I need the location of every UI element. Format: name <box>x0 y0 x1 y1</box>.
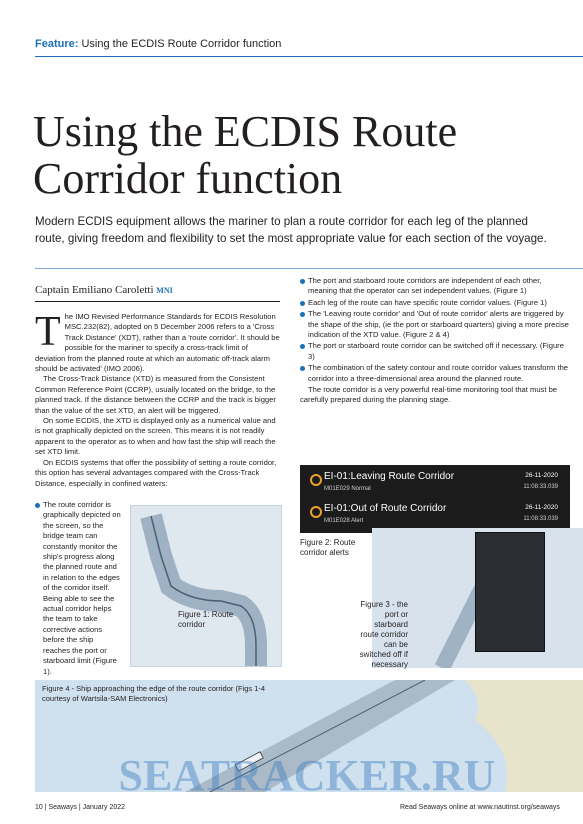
author-suffix: MNI <box>156 286 173 295</box>
bullet-item: The port and starboard route corridors are independent of each other, meaning that the operator can set independent values. (Figure 1) <box>300 276 570 297</box>
body-paragraph: The route corridor is a very powerful real-time monitoring tool that must be carefully prepared during the planning stage. <box>300 385 558 405</box>
alert-indicator-icon <box>310 506 322 518</box>
alert-date: 26-11-2020 <box>525 504 558 511</box>
figure-3-caption: Figure 3 - the port or starboard route corridor can be switched off if necessary <box>359 600 408 669</box>
section-kicker <box>35 38 281 50</box>
drop-cap: T <box>35 309 61 355</box>
alert-row <box>308 469 562 497</box>
kicker-label: Feature: <box>35 38 79 50</box>
body-column-left <box>35 309 280 489</box>
figure-2-alert-panel <box>300 465 570 533</box>
body-paragraph: On some ECDIS, the XTD is displayed only as a numerical value and is not graphically depicted on the screen. This means it is not readily apparent to the operator as to when and how fast the ship will reach the set XTD limit. <box>35 416 276 457</box>
alert-indicator-icon <box>310 474 322 486</box>
bullet-item: The combination of the safety contour and route corridor values transform the corridor into a three-dimensional area around the planned route. <box>300 363 570 384</box>
alert-row <box>308 501 562 529</box>
alert-title: EI-01:Out of Route Corridor <box>324 503 447 514</box>
footer-link-text: Read Seaways online at www.nautinst.org/seaways <box>400 804 560 811</box>
kicker-divider <box>35 56 583 57</box>
alert-time: 11:08:33.039 <box>523 484 558 490</box>
kicker-text: Using the ECDIS Route Corridor function <box>81 38 282 50</box>
body-column-left-bullets <box>35 500 121 677</box>
figure-1-caption: Figure 1: Route corridor <box>178 610 234 629</box>
body-paragraph <box>35 309 280 374</box>
bullet-item: Each leg of the route can have specific route corridor values. (Figure 1) <box>300 298 570 308</box>
bullet-item: The port or starboard route corridor can be switched off if necessary. (Figure 3) <box>300 341 570 362</box>
alert-title: EI-01:Leaving Route Corridor <box>324 471 455 482</box>
body-column-right <box>300 276 570 406</box>
route-corridor-chart <box>131 506 281 666</box>
byline-divider <box>35 301 280 302</box>
body-paragraph: The Cross-Track Distance (XTD) is measured from the Consistent Common Reference Point (CCRP), usually located on the bridge, to the planned track. If the distance between the CCRP and the track is bigger than the value of the set XTD, an alert will be triggered. <box>35 374 276 415</box>
alert-date: 26-11-2020 <box>525 472 558 479</box>
standfirst-divider <box>35 268 583 269</box>
route-settings-panel <box>475 532 545 652</box>
bullet-item: The 'Leaving route corridor' and 'Out of route corridor' alerts are triggered by the shape of the ship, (ie the port or starboard quarters) giving a more precise indication of the XTD value. (Figure 2 & 4) <box>300 309 570 340</box>
bullet-item: The route corridor is graphically depicted on the screen, so the bridge team can constantly monitor the ship's progress along the planned route and in relation to the edges of the corridor itself. Being able to see the actual corridor helps the team to take corrective actions before the ship reaches the port or starboard limit (Figure 1). <box>35 500 121 677</box>
article-title: Using the ECDIS Route Corridor function <box>33 107 458 203</box>
standfirst: Modern ECDIS equipment allows the mariner to plan a route corridor for each leg of the planned route, giving freedom and flexibility to set the most appropriate value for each section of the voyage. <box>35 215 547 245</box>
figure-1-image <box>130 505 282 667</box>
watermark-text: SEATRACKER.RU <box>118 756 496 796</box>
figure-2-caption: Figure 2: Route corridor alerts <box>300 538 356 557</box>
paragraph-text: he IMO Revised Performance Standards for ECDIS Resolution MSC.232(82), adopted on 5 December 2006 refers to a 'Cross Track Distance' (XDT), rather than a 'route corridor'. It should be possible for the mariner to specify a cross-track limit of deviation from the planned route at which an automatic off-track alarm should be activated' (IMO 2006). <box>35 312 280 374</box>
alert-time: 11:08:33.039 <box>523 516 558 522</box>
corridor-shape <box>151 516 256 666</box>
figure-4-caption: Figure 4 - Ship approaching the edge of the route corridor (Figs 1-4 courtesy of Wartsila-SAM Electronics) <box>42 684 266 703</box>
alert-status: M01E028 Alert <box>324 518 364 524</box>
footer-page-info: 10 | Seaways | January 2022 <box>35 804 126 811</box>
watermark-logo <box>40 756 575 796</box>
alert-status: M01E029 Normal <box>324 486 371 492</box>
body-paragraph: On ECDIS systems that offer the possibility of setting a route corridor, this option has several advantages compared with the Cross-Track Distance, especially in confined waters: <box>35 457 277 488</box>
byline <box>35 284 173 296</box>
author-name: Captain Emiliano Caroletti <box>35 284 154 296</box>
